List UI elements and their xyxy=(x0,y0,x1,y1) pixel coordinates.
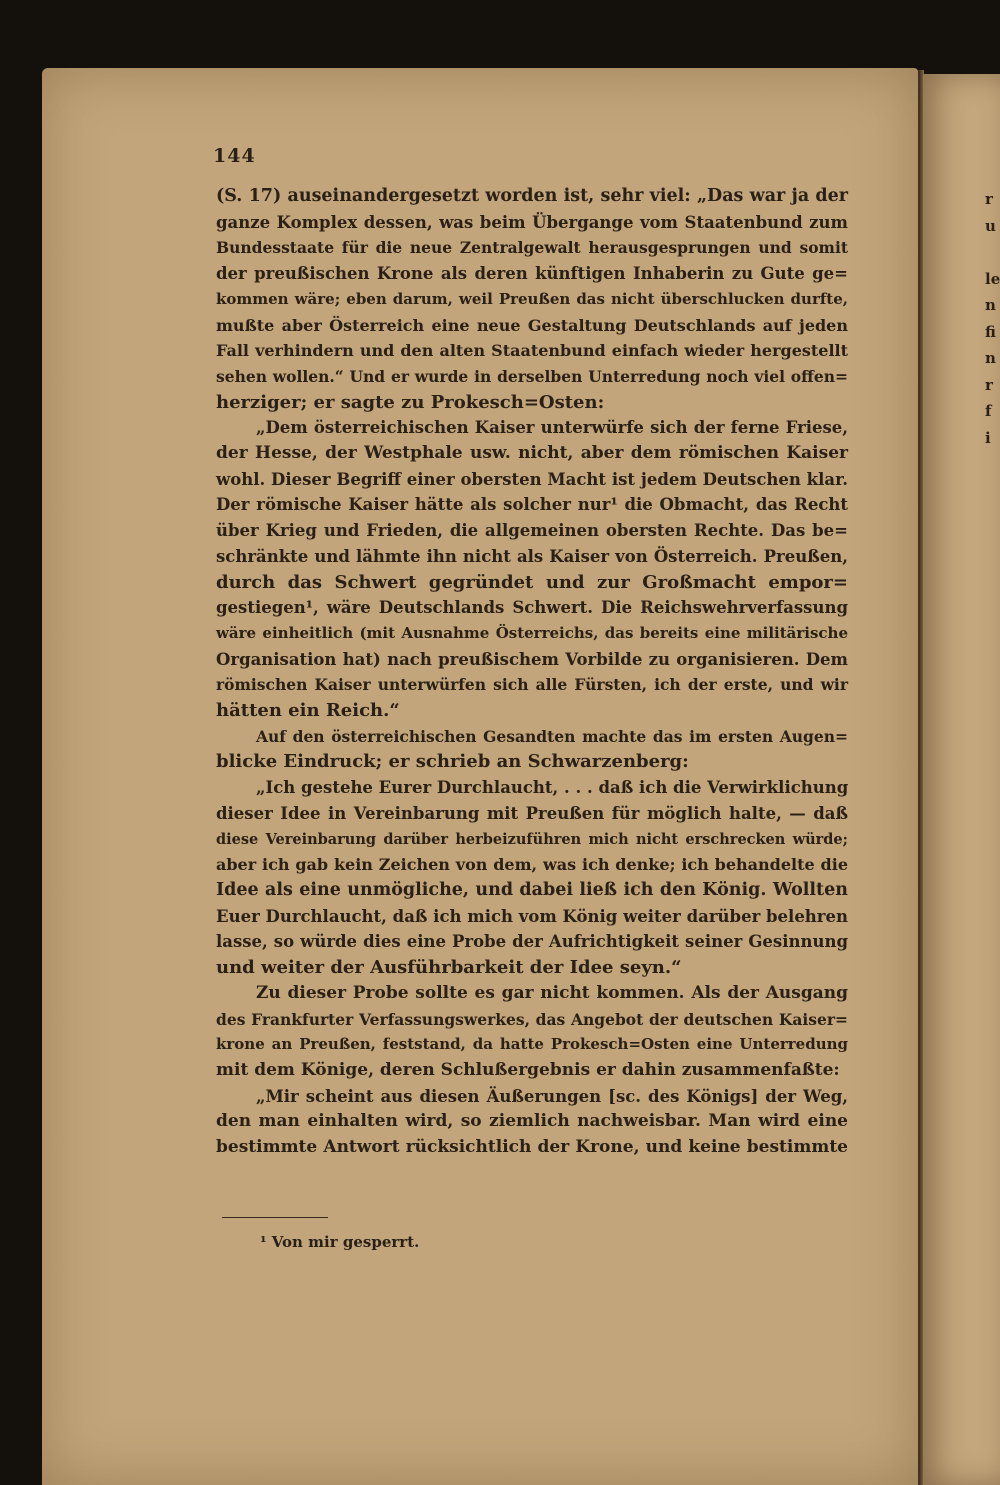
body-text xyxy=(216,184,848,1161)
text-line: Organisation hat) nach preußischem Vorbilde zu organisieren. Dem xyxy=(216,649,848,669)
text-line: über Krieg und Frieden, die allgemeinen obersten Rechte. Das be= xyxy=(216,521,848,541)
page-number: 144 xyxy=(213,145,256,167)
text-line: herziger; er sagte zu Prokesch=Osten: xyxy=(216,391,605,413)
text-line: mußte aber Österreich eine neue Gestaltung Deutschlands auf jeden xyxy=(216,315,848,335)
text-line: sehen wollen.“ Und er wurde in derselben Unterredung noch viel offen= xyxy=(216,366,848,386)
text-line: und weiter der Ausführbarkeit der Idee seyn.“ xyxy=(216,957,682,979)
text-line: römischen Kaiser unterwürfen sich alle Fürsten, ich der erste, und wir xyxy=(216,675,848,695)
text-line: Idee als eine unmögliche, und dabei ließ ich den König. Wollten xyxy=(216,879,848,900)
margin-letter: r xyxy=(985,190,993,208)
margin-letter: n xyxy=(985,296,996,314)
text-line: dieser Idee in Vereinbarung mit Preußen für möglich halte, — daß xyxy=(216,803,848,823)
margin-letter: i xyxy=(985,428,991,447)
text-line: durch das Schwert gegründet und zur Großmacht empor= xyxy=(216,571,848,593)
text-line: „Ich gestehe Eurer Durchlaucht, . . . daß ich die Verwirklichung xyxy=(256,778,849,798)
text-line: der Hesse, der Westphale usw. nicht, aber dem römischen Kaiser xyxy=(216,443,848,464)
text-line: Der römische Kaiser hätte als solcher nur¹ die Obmacht, das Recht xyxy=(216,495,848,515)
text-line: (S. 17) auseinandergesetzt worden ist, sehr viel: „Das war ja der xyxy=(216,186,848,206)
text-line: Bundesstaate für die neue Zentralgewalt herausgesprungen und somit xyxy=(216,238,848,258)
margin-letter: u xyxy=(985,216,996,235)
text-line: kommen wäre; eben darum, weil Preußen das nicht überschlucken durfte, xyxy=(216,289,848,308)
text-line: den man einhalten wird, so ziemlich nachweisbar. Man wird eine xyxy=(216,1111,848,1132)
margin-letter: r xyxy=(985,375,993,394)
margin-letter: f xyxy=(985,402,992,420)
text-line: Auf den österreichischen Gesandten machte das im ersten Augen= xyxy=(256,726,848,746)
text-line: ganze Komplex dessen, was beim Übergange vom Staatenbund zum xyxy=(216,212,848,232)
text-line: wäre einheitlich (mit Ausnahme Österreichs, das bereits eine militärische xyxy=(216,623,848,642)
text-line: gestiegen¹, wäre Deutschlands Schwert. Die Reichswehrverfassung xyxy=(216,598,848,618)
text-line: aber ich gab kein Zeichen von dem, was ich denke; ich behandelte die xyxy=(216,855,848,875)
text-line: „Mir scheint aus diesen Äußerungen [sc. des Königs] der Weg, xyxy=(256,1086,848,1106)
margin-letter: fi xyxy=(985,322,996,341)
margin-letter: n xyxy=(985,349,996,367)
margin-letter: le xyxy=(985,269,1000,288)
text-line: der preußischen Krone als deren künftigen Inhaberin zu Gute ge= xyxy=(216,264,848,284)
footnote: ¹ Von mir gesperrt. xyxy=(260,1233,420,1251)
text-line: diese Vereinbarung darüber herbeizuführen mich nicht erschrecken würde; xyxy=(216,830,848,848)
text-line: blicke Eindruck; er schrieb an Schwarzenberg: xyxy=(216,751,689,773)
margin-letter xyxy=(985,239,1000,266)
text-line: des Frankfurter Verfassungswerkes, das Angebot der deutschen Kaiser= xyxy=(216,1009,848,1029)
text-line: Euer Durchlaucht, daß ich mich vom König weiter darüber belehren xyxy=(216,906,848,926)
text-line: Fall verhindern und den alten Staatenbund einfach wieder hergestellt xyxy=(216,341,848,361)
text-line: Zu dieser Probe sollte es gar nicht kommen. Als der Ausgang xyxy=(256,982,848,1003)
text-line: mit dem Könige, deren Schlußergebnis er dahin zusammenfaßte: xyxy=(216,1059,840,1080)
text-line: hätten ein Reich.“ xyxy=(216,700,400,722)
text-line: lasse, so würde dies eine Probe der Aufrichtigkeit seiner Gesinnung xyxy=(216,932,848,952)
footnote-rule xyxy=(222,1217,328,1218)
text-line: krone an Preußen, feststand, da hatte Prokesch=Osten eine Unterredung xyxy=(216,1035,848,1054)
text-line: wohl. Dieser Begriff einer obersten Macht ist jedem Deutschen klar. xyxy=(216,469,848,489)
text-line: „Dem österreichischen Kaiser unterwürfe sich der ferne Friese, xyxy=(256,418,848,438)
facing-page-margin-text xyxy=(985,186,1000,451)
text-line: schränkte und lähmte ihn nicht als Kaiser von Österreich. Preußen, xyxy=(216,546,848,566)
text-line: bestimmte Antwort rücksichtlich der Krone, und keine bestimmte xyxy=(216,1137,848,1158)
